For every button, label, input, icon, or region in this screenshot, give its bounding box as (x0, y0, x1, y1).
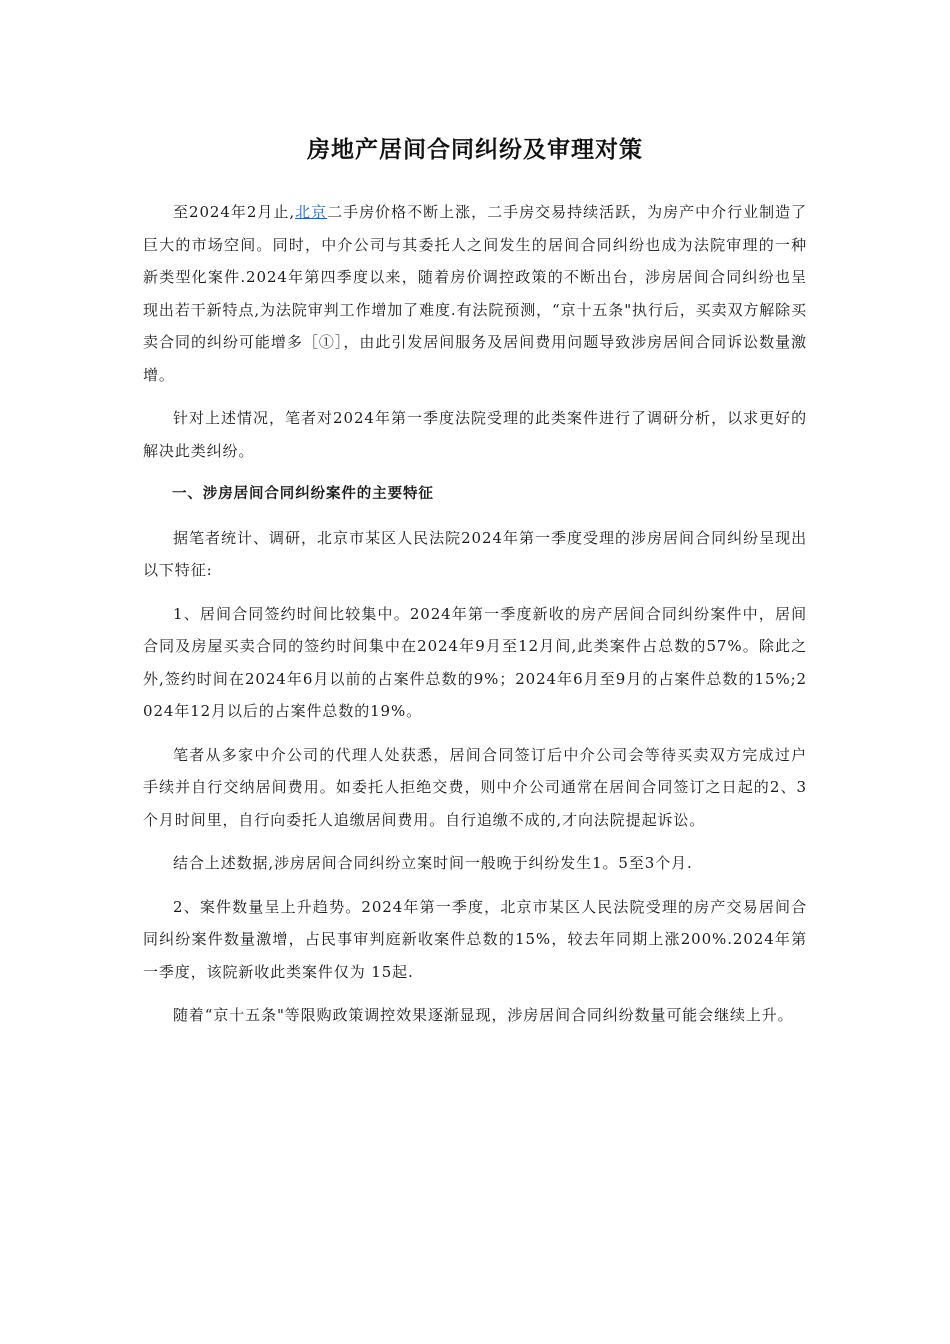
paragraph-signing-time: 1、居间合同签约时间比较集中。2024年第一季度新收的房产居间合同纠纷案件中，居间合同及房屋买卖合同的签约时间集中在2024年9月至12月间,此类案件占总数的57%。除此之外,签约时间在2024年6月以前的占案件总数的9%；2024年6月至9月的占案件总数的15%;2024年12月以后的占案件总数的19%。 (143, 604, 807, 720)
paragraph-agency-practice: 笔者从多家中介公司的代理人处获悉，居间合同签订后中介公司会等待买卖双方完成过户手续并自行交纳居间费用。如委托人拒绝交费，则中介公司通常在居间合同签订之日起的2、3个月时间里，自行向委托人追缴居间费用。自行追缴不成的,才向法院提起诉讼。 (143, 745, 807, 829)
paragraph-filing-delay: 结合上述数据,涉房居间合同纠纷立案时间一般晚于纠纷发生1。5至3个月. (173, 854, 693, 872)
paragraph-case-volume: 2、案件数量呈上升趋势。2024年第一季度，北京市某区人民法院受理的房产交易居间合同纠纷案件数量激增，占民事审判庭新收案件总数的15%，较去年同期上涨200%.2024年第一季度，该院新收此类案件仅为 15起. (143, 897, 807, 981)
paragraph-outlook: 随着“京十五条"等限购政策调控效果逐渐显现，涉房居间合同纠纷数量可能会继续上升。 (173, 1006, 794, 1024)
paragraph-research-scope: 针对上述情况，笔者对2024年第一季度法院受理的此类案件进行了调研分析，以求更好的解决此类纠纷。 (143, 409, 807, 460)
paragraph-intro-lead: 至2024年2月止, (173, 203, 296, 221)
paragraph-features-intro: 据笔者统计、调研，北京市某区人民法院2024年第一季度受理的涉房居间合同纠纷呈现出以下特征: (143, 528, 807, 579)
beijing-link[interactable]: 北京 (295, 203, 328, 221)
section-heading-features: 一、涉房居间合同纠纷案件的主要特征 (172, 486, 434, 502)
paragraph-intro-body: 二手房价格不断上涨，二手房交易持续活跃，为房产中介行业制造了巨大的市场空间。同时，中介公司与其委托人之间发生的居间合同纠纷也成为法院审理的一种新类型化案件.2024年第四季度以来，随着房价调控政策的不断出台，涉房居间合同纠纷也呈现出若干新特点,为法院审判工作增加了难度.有法院预测，“京十五条"执行后，买卖双方解除买卖合同的纠纷可能增多［①］，由此引发居间服务及居间费用问题导致涉房居间合同诉讼数量激增。 (143, 203, 807, 384)
paragraph-intro (143, 196, 807, 391)
document-title: 房地产居间合同纠纷及审理对策 (307, 137, 643, 163)
